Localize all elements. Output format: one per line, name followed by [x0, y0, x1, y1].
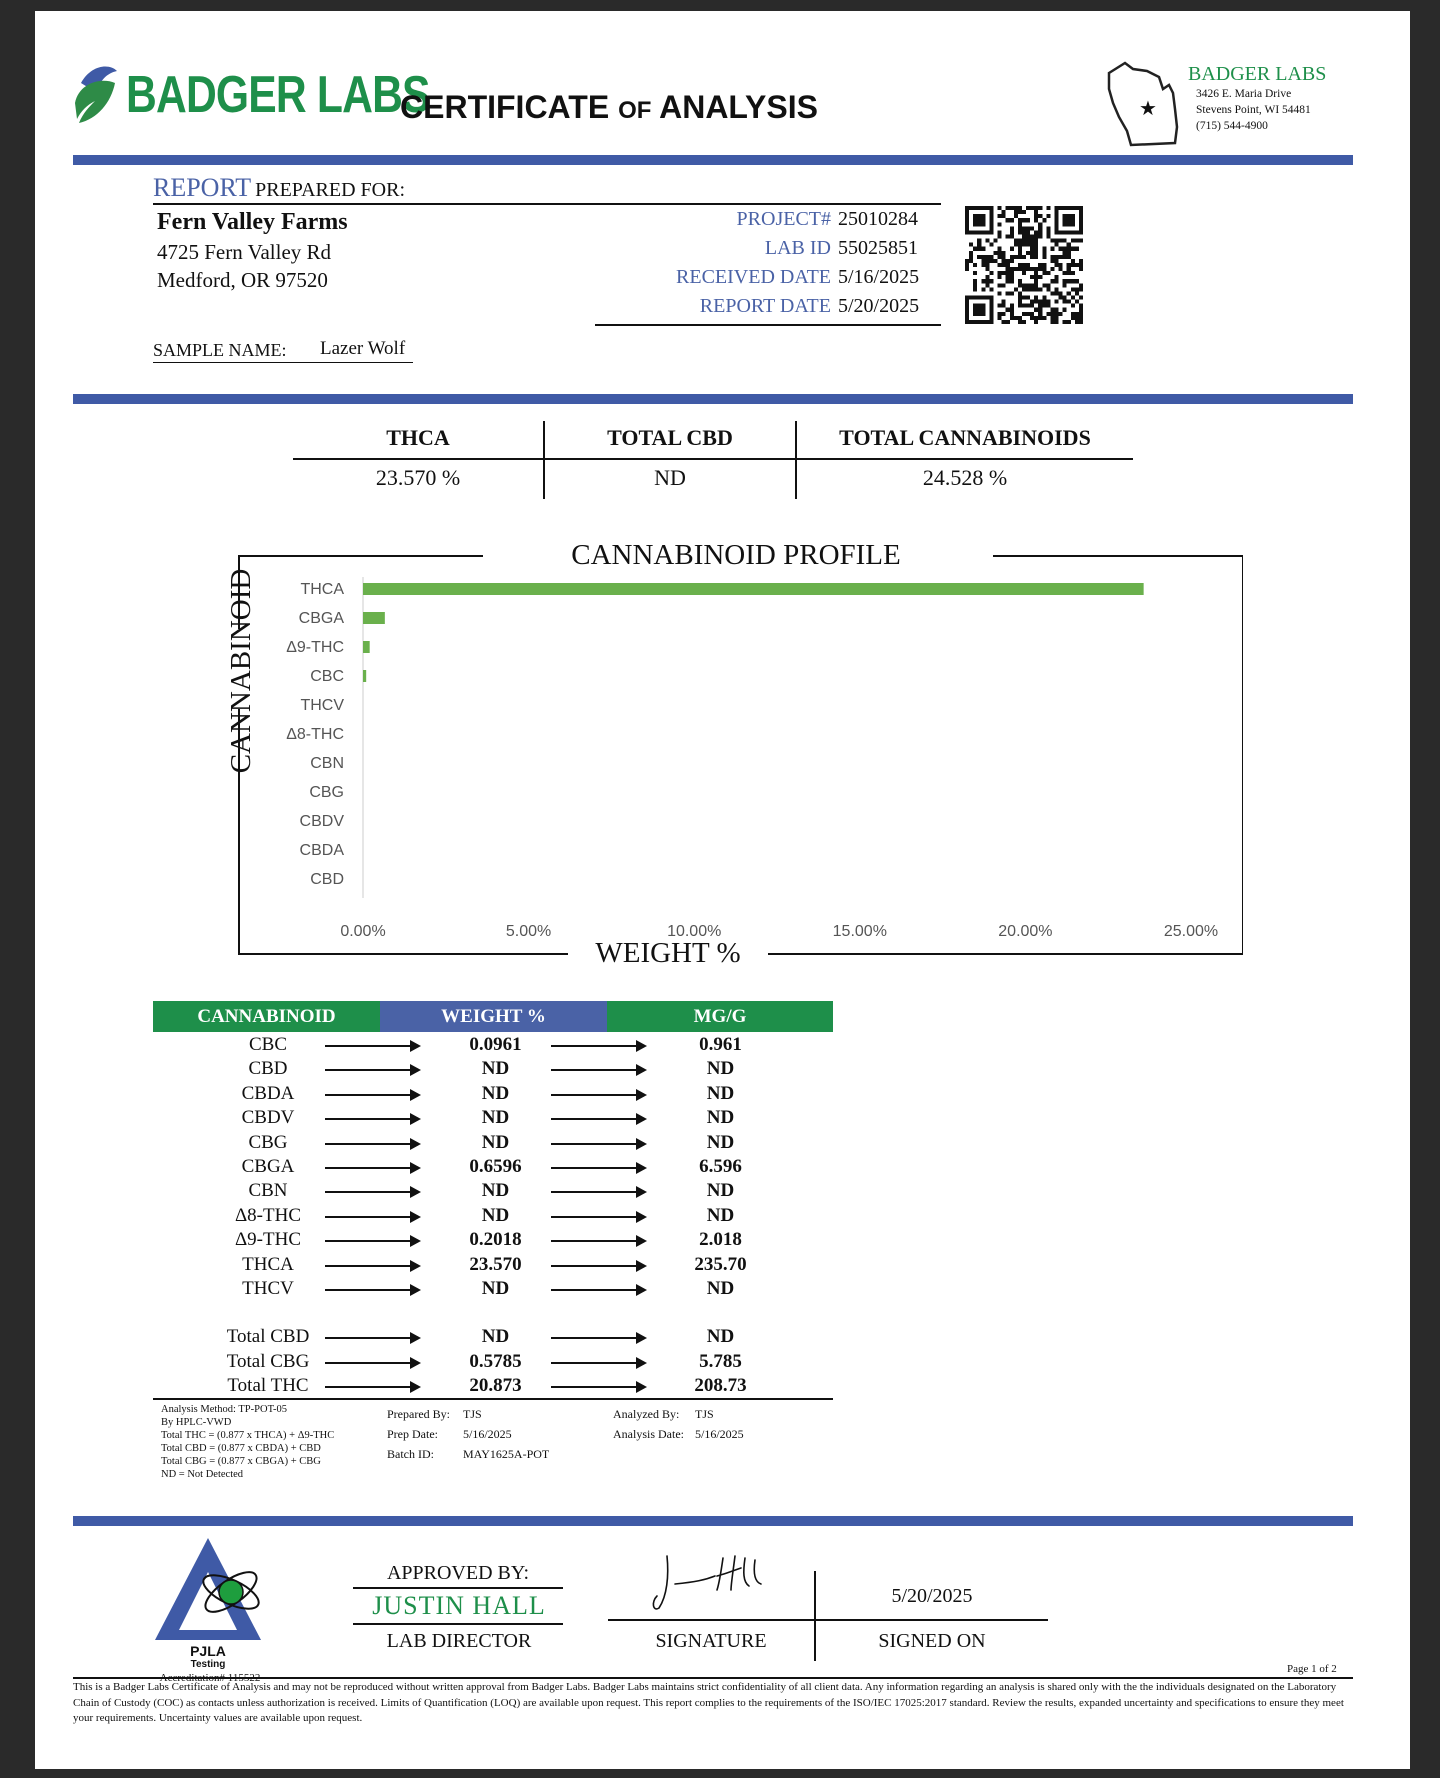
client-name: Fern Valley Farms — [157, 209, 348, 235]
logo-text: BADGER LABS — [126, 66, 430, 124]
chart-bar — [363, 641, 370, 653]
cell-mgg: ND — [706, 1107, 735, 1129]
table-row — [153, 1228, 833, 1252]
y-tick-label: THCA — [300, 581, 344, 598]
project-label: PROJECT# — [736, 208, 831, 230]
chart-ylabel: CANNABINOID — [225, 568, 257, 774]
lab-id-value: 55025851 — [838, 237, 918, 259]
header-divider — [73, 155, 1353, 165]
y-tick-label: CBC — [310, 668, 344, 685]
page-number: Page 1 of 2 — [1287, 1663, 1337, 1675]
signed-on-label: SIGNED ON — [878, 1630, 986, 1652]
signed-date: 5/20/2025 — [891, 1585, 973, 1607]
cell-mgg: ND — [706, 1180, 735, 1202]
table-row — [153, 1033, 833, 1057]
report-fields-underline — [595, 324, 941, 326]
summary-total-cbd-label: TOTAL CBD — [607, 425, 733, 450]
pjla-logo-icon — [153, 1536, 263, 1646]
cell-mgg: ND — [706, 1278, 735, 1299]
cell-mgg: 2.018 — [699, 1229, 742, 1251]
cell-weight: ND — [481, 1204, 510, 1226]
cell-weight: ND — [481, 1107, 510, 1129]
document-title: CERTIFICATE OF ANALYSIS — [400, 89, 818, 125]
table-row — [153, 1350, 833, 1374]
received-date-label: RECEIVED DATE — [676, 266, 831, 288]
cell-cannabinoid: CBDA — [241, 1082, 295, 1104]
cell-cannabinoid: Δ9-THC — [234, 1229, 302, 1251]
x-tick-label: 10.00% — [667, 923, 722, 940]
received-date-value: 5/16/2025 — [838, 266, 920, 288]
cell-mgg: 5.785 — [699, 1350, 742, 1372]
x-tick-label: 15.00% — [832, 923, 887, 940]
chart-xlabel: WEIGHT % — [595, 937, 741, 964]
pjla-name: PJLA — [190, 1643, 226, 1659]
cell-weight: 0.0961 — [469, 1034, 522, 1055]
cell-mgg: ND — [706, 1058, 735, 1080]
table-row — [153, 1057, 833, 1081]
footer-divider — [73, 1516, 1353, 1526]
table-row — [153, 1082, 833, 1106]
table-bottom-rule — [153, 1398, 833, 1400]
results-table-header — [153, 1001, 833, 1033]
cell-cannabinoid: THCV — [242, 1278, 294, 1299]
report-prepared-for-heading: REPORT PREPARED FOR: — [153, 173, 405, 202]
cell-cannabinoid: Total THC — [227, 1375, 309, 1397]
lab-name: BADGER LABS — [1188, 63, 1327, 85]
cell-cannabinoid: Δ8-THC — [234, 1204, 302, 1226]
y-tick-label: CBD — [310, 871, 344, 888]
table-row — [153, 1253, 833, 1277]
sample-name-value: Lazer Wolf — [320, 338, 406, 359]
sample-underline — [153, 362, 413, 363]
summary-thca-label: THCA — [386, 425, 450, 450]
qr-code-icon — [965, 206, 1083, 324]
method-notes: Analysis Method: TP-POT-05 By HPLC-VWD Total THC = (0.877 x THCA) + Δ9-THC Total CBD = (0.877 x CBDA) + CBD Total CBG = (0.877 x CBGA) + CBG ND = Not Detected — [161, 1404, 335, 1480]
cell-cannabinoid: CBD — [248, 1058, 288, 1080]
cell-weight: ND — [481, 1278, 510, 1299]
cannabinoid-profile-chart — [203, 544, 1243, 964]
y-tick-label: CBN — [310, 755, 344, 772]
cell-mgg: 235.70 — [694, 1253, 747, 1275]
signature-line — [608, 1619, 1048, 1621]
report-date-label: REPORT DATE — [699, 295, 831, 317]
lab-address-line2: Stevens Point, WI 54481 — [1196, 104, 1311, 116]
signature-label: SIGNATURE — [655, 1630, 767, 1652]
summary-total-cannabinoids-label: TOTAL CANNABINOIDS — [839, 425, 1091, 450]
chart-svg — [203, 544, 1243, 964]
approved-by-label: APPROVED BY: — [386, 1562, 530, 1584]
summary-panel — [293, 421, 1133, 501]
client-address-line2: Medford, OR 97520 — [157, 268, 328, 292]
approver-title: LAB DIRECTOR — [386, 1630, 532, 1652]
cell-cannabinoid: CBDV — [241, 1107, 295, 1129]
cell-cannabinoid: CBGA — [241, 1156, 295, 1177]
chart-frame — [239, 556, 1243, 954]
x-tick-label: 25.00% — [1163, 923, 1219, 940]
y-tick-label: CBGA — [298, 610, 344, 627]
cell-weight: 23.570 — [469, 1253, 522, 1275]
disclaimer-text: This is a Badger Labs Certificate of Analysis and may not be reproduced without written approval from Badger Labs. Badger Labs maintains strict confidentiality of all client data. Any information regarding an analysis is shared only with the the individuals designated on the Laboratory Chain of Custody (COC) as contacts unless authorization is received. Limits of Quantification (LOQ) are available upon request. This report complies to the requirements of the ISO/IEC 17025:2017 standard. Review the results, expanded uncertainty and specifications to ensure they meet your requirements. Uncertainty values are available upon request. — [73, 1681, 1344, 1724]
table-row — [153, 1131, 833, 1155]
x-tick-label: 20.00% — [998, 923, 1053, 940]
col-header-weight: WEIGHT % — [380, 1001, 607, 1032]
cell-mgg: 6.596 — [699, 1156, 742, 1177]
col-header-mgg: MG/G — [607, 1001, 833, 1032]
approver-name: JUSTIN HALL — [372, 1591, 546, 1620]
col-header-cannabinoid: CANNABINOID — [153, 1001, 380, 1032]
cell-weight: ND — [481, 1180, 510, 1202]
chart-bar — [363, 583, 1144, 595]
report-date-value: 5/20/2025 — [838, 295, 920, 317]
cell-weight: 20.873 — [469, 1375, 522, 1397]
cell-mgg: ND — [706, 1204, 735, 1226]
chart-bar — [363, 670, 366, 682]
summary-thca-value: 23.570 % — [375, 465, 461, 490]
x-tick-label: 5.00% — [505, 923, 552, 940]
y-tick-label: Δ9-THC — [286, 639, 344, 656]
table-row — [153, 1374, 833, 1398]
chart-bar — [363, 612, 385, 624]
project-value: 25010284 — [838, 208, 918, 230]
results-table-body — [153, 1033, 833, 1397]
y-tick-label: Δ8-THC — [286, 726, 344, 743]
summary-divider — [293, 458, 1133, 460]
cell-mgg: 0.961 — [699, 1034, 742, 1055]
y-tick-label: CBDA — [299, 842, 344, 859]
cell-weight: 0.6596 — [469, 1156, 522, 1177]
lab-phone: (715) 544-4900 — [1196, 120, 1268, 132]
certificate-page — [35, 11, 1410, 1769]
cell-cannabinoid: Total CBD — [226, 1326, 310, 1348]
badger-leaf-logo-icon — [71, 63, 121, 131]
cell-cannabinoid: CBG — [248, 1131, 288, 1153]
cell-mgg: ND — [706, 1082, 735, 1104]
y-tick-label: THCV — [300, 697, 344, 714]
pjla-sub: Testing — [190, 1659, 226, 1670]
summary-total-cannabinoids-value: 24.528 % — [922, 465, 1008, 490]
cell-weight: 0.2018 — [469, 1229, 522, 1251]
table-row — [153, 1155, 833, 1179]
client-address-line1: 4725 Fern Valley Rd — [157, 240, 332, 264]
cell-cannabinoid: CBN — [248, 1180, 288, 1202]
lab-address-line1: 3426 E. Maria Drive — [1196, 88, 1292, 100]
summary-total-cbd-value: ND — [654, 465, 686, 490]
table-row — [153, 1325, 833, 1349]
table-row — [153, 1179, 833, 1203]
wisconsin-map-icon — [1103, 59, 1185, 151]
prep-notes: Prepared By: TJS Prep Date: 5/16/2025 Batch ID: MAY1625A-POT — [387, 1407, 550, 1461]
table-row — [153, 1106, 833, 1130]
cell-cannabinoid: CBC — [248, 1034, 288, 1055]
cell-weight: ND — [481, 1058, 510, 1080]
cell-weight: ND — [481, 1082, 510, 1104]
sample-name-label: SAMPLE NAME: — [153, 340, 287, 360]
y-tick-label: CBDV — [299, 813, 344, 830]
cell-cannabinoid: THCA — [242, 1253, 294, 1275]
table-row — [153, 1204, 833, 1228]
cell-mgg: ND — [706, 1131, 735, 1153]
cell-mgg: 208.73 — [694, 1375, 747, 1397]
lab-id-label: LAB ID — [764, 237, 831, 259]
cell-weight: 0.5785 — [469, 1350, 522, 1372]
table-row — [153, 1277, 833, 1301]
y-tick-label: CBG — [309, 784, 344, 801]
chart-title: CANNABINOID PROFILE — [571, 544, 901, 571]
cell-mgg: ND — [706, 1326, 735, 1348]
analysis-notes: Analyzed By: TJS Analysis Date: 5/16/2025 — [613, 1407, 744, 1441]
cell-cannabinoid: Total CBG — [226, 1350, 310, 1372]
report-divider — [73, 394, 1353, 404]
cell-weight: ND — [481, 1131, 510, 1153]
cell-weight: ND — [481, 1326, 510, 1348]
x-tick-label: 0.00% — [340, 923, 386, 940]
signature-image — [645, 1546, 775, 1616]
svg-text:★: ★ — [1139, 96, 1157, 120]
